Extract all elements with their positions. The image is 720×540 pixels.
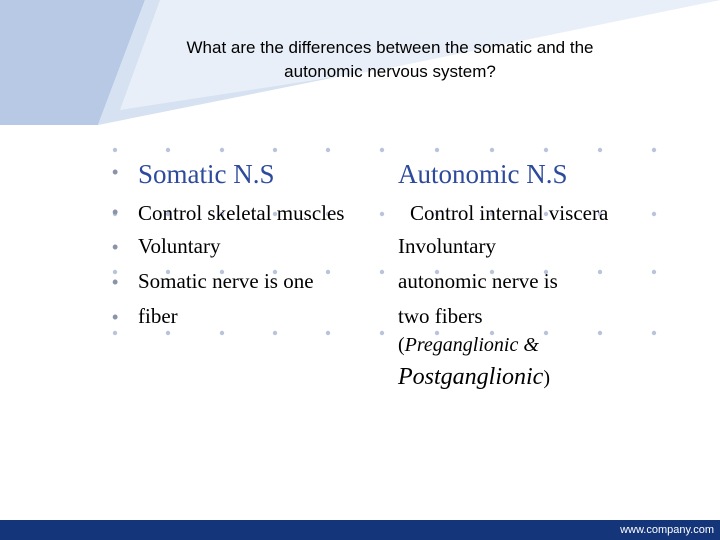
grid-dot	[652, 331, 656, 335]
grid-dot	[380, 270, 384, 274]
grid-dot	[435, 148, 439, 152]
title-line-2: autonomic nervous system?	[284, 62, 496, 81]
right-item-1: Control internal viscera	[410, 201, 609, 225]
grid-dot	[326, 148, 330, 152]
left-item-3: Somatic nerve is one	[138, 269, 314, 293]
grid-dot	[652, 148, 656, 152]
grid-dot	[326, 331, 330, 335]
bullet-3: •	[112, 272, 119, 292]
grid-dot	[652, 270, 656, 274]
grid-dot	[544, 331, 548, 335]
page-title	[90, 36, 690, 84]
grid-dot	[652, 212, 656, 216]
paren-close: )	[543, 367, 550, 389]
right-item-3: autonomic nerve is	[398, 269, 558, 293]
grid-dot	[326, 270, 330, 274]
grid-dot	[273, 331, 277, 335]
grid-dot	[598, 270, 602, 274]
grid-dot	[598, 148, 602, 152]
grid-dot	[220, 148, 224, 152]
grid-dot	[113, 331, 117, 335]
grid-dot	[166, 331, 170, 335]
postganglionic-text: Postganglionic	[398, 364, 544, 390]
left-item-1: Control skeletal muscles	[138, 201, 345, 225]
heading-autonomic: Autonomic N.S	[398, 159, 568, 189]
paren-open: (	[398, 334, 405, 356]
grid-dot	[220, 331, 224, 335]
bullet-4: •	[112, 307, 119, 327]
grid-dot	[380, 331, 384, 335]
footer-bar	[0, 520, 720, 540]
preganglionic-text: Preganglionic &	[404, 334, 539, 356]
grid-dot	[166, 148, 170, 152]
right-item-6	[398, 362, 550, 393]
grid-dot	[380, 212, 384, 216]
grid-dot	[380, 148, 384, 152]
left-item-4: fiber	[138, 304, 178, 328]
right-item-5	[398, 330, 539, 360]
grid-dot	[490, 148, 494, 152]
bullet-2: •	[112, 237, 119, 257]
footer-url: www.company.com	[620, 524, 714, 536]
grid-dot	[113, 148, 117, 152]
grid-dot	[598, 331, 602, 335]
bullet-heading: •	[112, 162, 119, 182]
right-item-4: two fibers	[398, 304, 483, 328]
grid-dot	[544, 148, 548, 152]
heading-somatic: Somatic N.S	[138, 159, 275, 189]
title-line-1: What are the differences between the somatic and the	[186, 38, 594, 57]
grid-dot	[273, 148, 277, 152]
right-item-2: Involuntary	[398, 234, 496, 258]
left-item-2: Voluntary	[138, 234, 221, 258]
bullet-1: •	[112, 202, 119, 222]
